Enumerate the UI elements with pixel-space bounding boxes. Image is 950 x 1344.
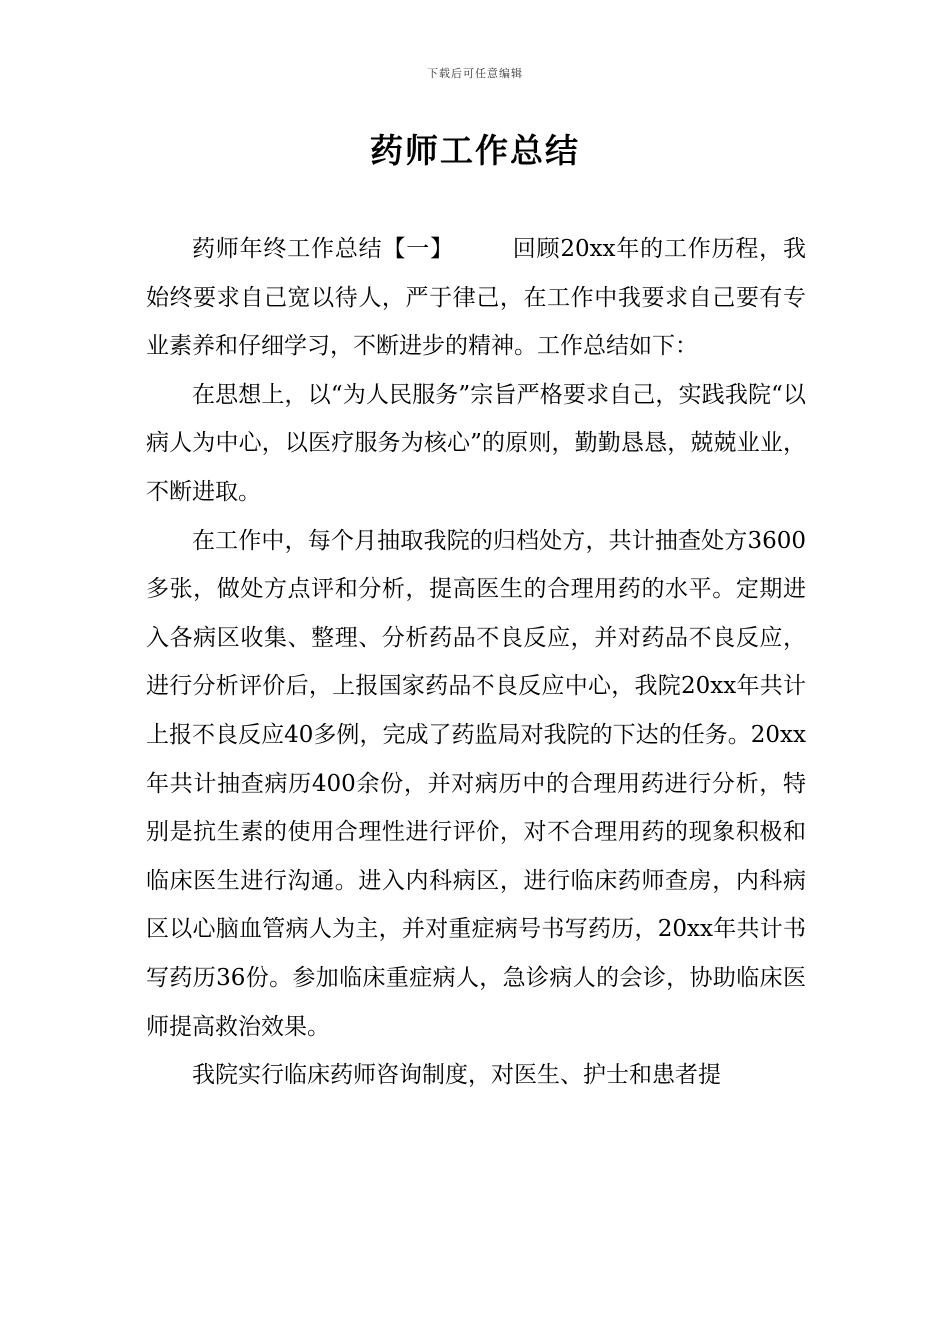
paragraph-1 [146,225,806,371]
paragraph-4: 我院实行临床药师咨询制度，对医生、护士和患者提 [192,1062,721,1089]
document-body [146,225,806,1100]
paragraph-3: 在工作中，每个月抽取我院的归档处方，共计抽查处方3600多张，做处方点评和分析，提高医生的合理用药的水平。定期进入各病区收集、整理、分析药品不良反应，并对药品不良反应，进行分析评价后，上报国家药品不良反应中心，我院20xx年共计上报不良反应40多例，完成了药监局对我院的下达的任务。20xx年共计抽查病历400余份，并对病历中的合理用药进行分析，特别是抗生素的使用合理性进行评价，对不合理用药的现象积极和临床医生进行沟通。进入内科病区，进行临床药师查房，内科病区以心脑血管病人为主，并对重症病号书写药历，20xx年共计书写药历36份。参加临床重症病人，急诊病人的会诊，协助临床医师提高救治效果。 [146,527,806,1040]
paragraph-text: 回顾20xx年的工作历程，我始终要求自己宽以待人，严于律己，在工作中我要求自己要有专业素养和仔细学习，不断进步的精神。工作总结如下： [146,236,806,360]
document-title: 药师工作总结 [370,131,580,170]
header-note: 下载后可任意编辑 [427,67,523,80]
section-heading: 药师年终工作总结【一】 [192,236,454,262]
paragraph-2: 在思想上，以“为人民服务”宗旨严格要求自己，实践我院“以病人为中心，以医疗服务为核心”的原则，勤勤恳恳，兢兢业业，不断进取。 [146,381,806,505]
